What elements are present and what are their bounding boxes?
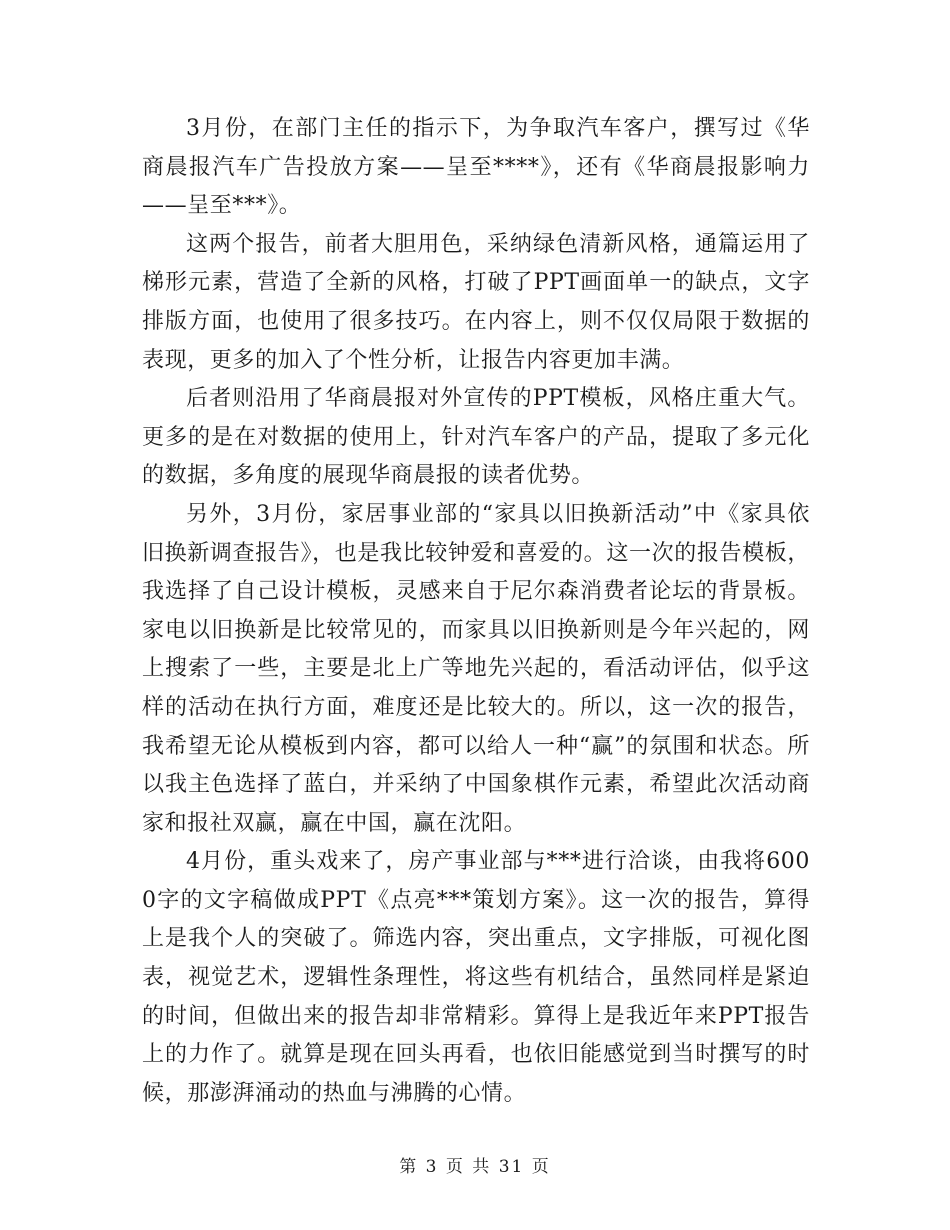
page-number-footer: 第 3 页 共 31 页	[399, 1157, 551, 1177]
document-body	[142, 110, 810, 1113]
paragraph-4: 另外，3月份，家居事业部的“家具以旧换新活动”中《家具依旧换新调查报告》，也是我比较钟爱和喜爱的。这一次的报告模板，我选择了自己设计模板，灵感来自于尼尔森消费者论坛的背景板。家电以旧换新是比较常见的，而家具以旧换新则是今年兴起的，网上搜索了一些，主要是北上广等地先兴起的，看活动评估，似乎这样的活动在执行方面，难度还是比较大的。所以，这一次的报告，我希望无论从模板到内容，都可以给人一种“赢”的氛围和状态。所以我主色选择了蓝白，并采纳了中国象棋作元素，希望此次活动商家和报社双赢，赢在中国，赢在沈阳。	[142, 501, 810, 836]
paragraph-5: 4月份，重头戏来了，房产事业部与***进行洽谈，由我将6000字的文字稿做成PPT《点亮***策划方案》。这一次的报告，算得上是我个人的突破了。筛选内容，突出重点，文字排版，可视化图表，视觉艺术，逻辑性条理性，将这些有机结合，虽然同样是紧迫的时间，但做出来的报告却非常精彩。算得上是我近年来PPT报告上的力作了。就算是现在回头再看，也依旧能感觉到当时撰写的时候，那澎湃涌动的热血与沸腾的心情。	[142, 849, 810, 1106]
paragraph-3: 后者则沿用了华商晨报对外宣传的PPT模板，风格庄重大气。更多的是在对数据的使用上，针对汽车客户的产品，提取了多元化的数据，多角度的展现华商晨报的读者优势。	[142, 386, 810, 489]
paragraph-1: 3月份，在部门主任的指示下，为争取汽车客户，撰写过《华商晨报汽车广告投放方案——呈至****》，还有《华商晨报影响力——呈至***》。	[142, 116, 810, 219]
paragraph-2: 这两个报告，前者大胆用色，采纳绿色清新风格，通篇运用了梯形元素，营造了全新的风格，打破了PPT画面单一的缺点，文字排版方面，也使用了很多技巧。在内容上，则不仅仅局限于数据的表现，更多的加入了个性分析，让报告内容更加丰满。	[142, 231, 810, 373]
